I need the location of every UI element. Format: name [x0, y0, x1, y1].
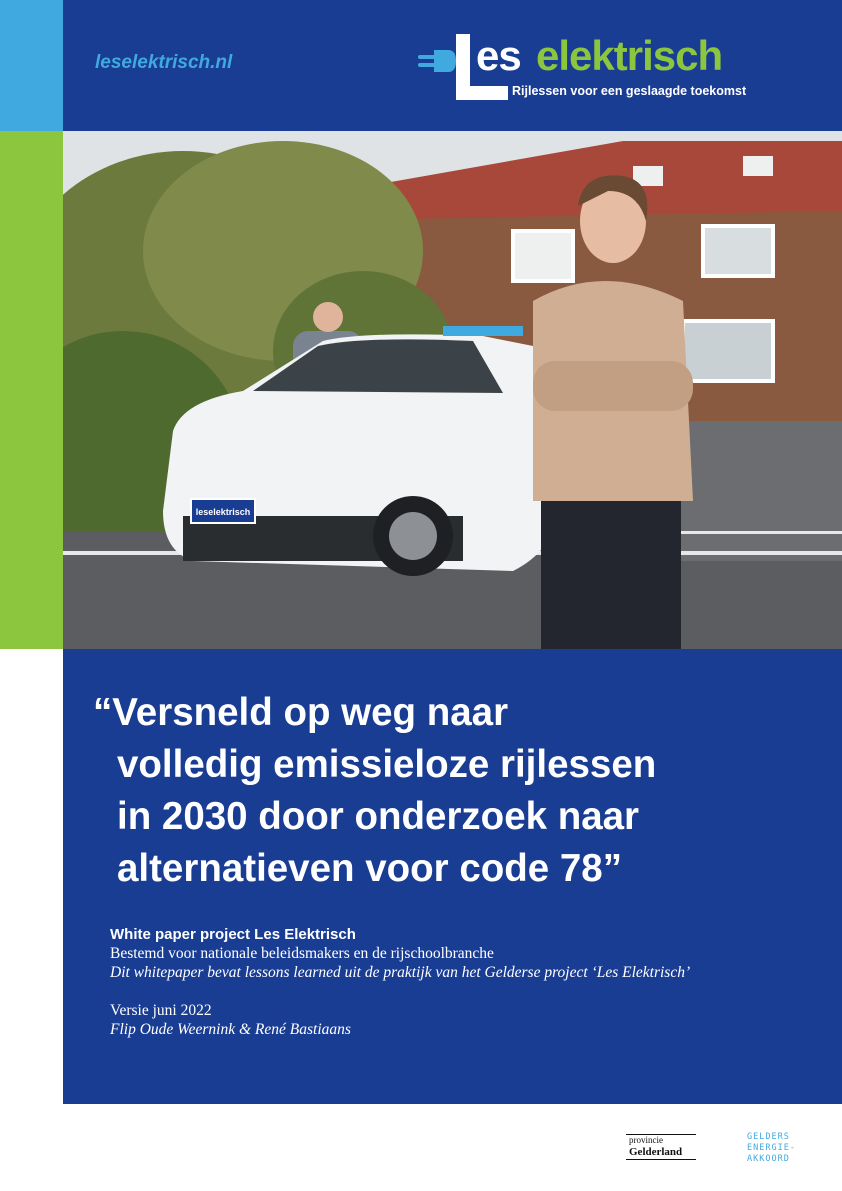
logo-text-es: es [476, 32, 521, 79]
document-description: Dit whitepaper bevat lessons learned uit de praktijk van het Gelderse project ‘Les Elektrisch’ [110, 964, 691, 981]
gelders-energieakkoord-logo [747, 1132, 796, 1165]
cover-quote [93, 687, 656, 895]
footer [63, 1104, 842, 1191]
document-title: White paper project Les Elektrisch [110, 926, 356, 943]
logo-text-elektrisch: elektrisch [536, 32, 723, 79]
cover-photo [63, 131, 842, 649]
car-badge-text: leselektrisch [195, 507, 251, 517]
left-stripe-white [0, 649, 63, 1191]
quote-line: “Versneld op weg naar [93, 691, 509, 734]
title-panel [63, 649, 842, 1104]
quote-line: in 2030 door onderzoek naar [117, 795, 640, 838]
document-meta [110, 925, 690, 1039]
electric-plug-icon [418, 48, 456, 74]
logo-tagline: Rijlessen voor een geslaagde toekomst [512, 84, 747, 98]
website-url: leselektrisch.nl [95, 52, 233, 73]
quote-line: alternatieven voor code 78” [117, 847, 622, 890]
left-stripe-blue [0, 0, 63, 131]
cover-photo-illustration [63, 131, 842, 649]
document-version: Versie juni 2022 [110, 1002, 212, 1019]
gea-logo-line2: ENERGIE- [747, 1143, 796, 1153]
provincie-logo-line2: Gelderland [626, 1146, 696, 1160]
gea-logo-line3: AKKOORD [747, 1154, 790, 1164]
gea-logo-line1: GELDERS [747, 1132, 790, 1142]
header-bar [63, 0, 842, 131]
quote-line: volledig emissieloze rijlessen [117, 743, 657, 786]
provincie-logo-line1: provincie [626, 1134, 696, 1146]
les-elektrisch-logo [418, 32, 763, 104]
document-audience: Bestemd voor nationale beleidsmakers en de rijschoolbranche [110, 945, 494, 962]
document-authors: Flip Oude Weernink & René Bastiaans [110, 1021, 351, 1038]
provincie-gelderland-logo [626, 1134, 696, 1160]
left-stripe-green [0, 131, 63, 649]
